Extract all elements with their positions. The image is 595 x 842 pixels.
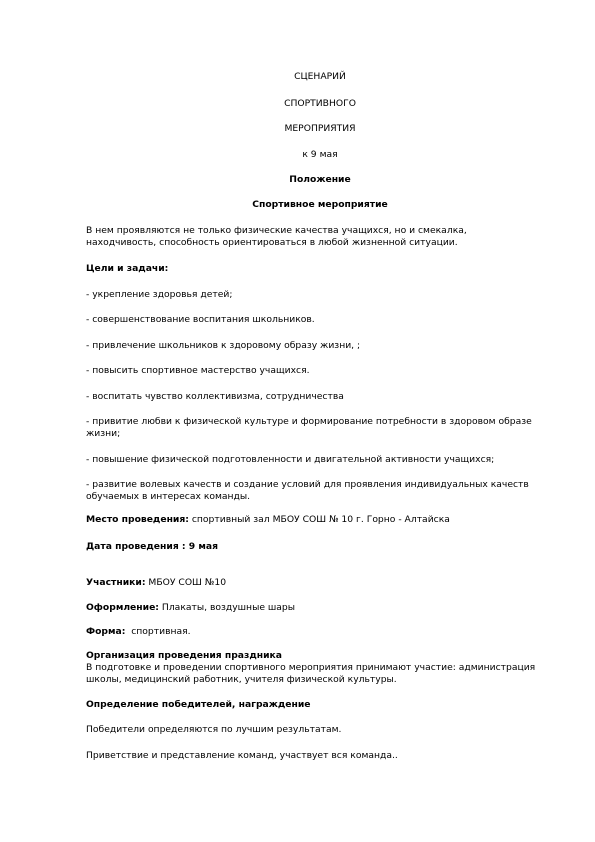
goals-heading-text: Цели и задачи: xyxy=(86,263,169,274)
heading-polozhenie-text: Положение xyxy=(289,174,351,185)
venue-value: спортивный зал МБОУ СОШ № 10 г. Горно - Алтайска xyxy=(188,514,450,525)
venue-line xyxy=(86,514,450,525)
heading-polozhenie xyxy=(0,174,595,185)
title-line-3: МЕРОПРИЯТИЯ xyxy=(284,123,356,134)
title-line-4: к 9 мая xyxy=(302,149,338,160)
intro-paragraph: В нем проявляются не только физические качества учащихся, но и смекалка, находчивость, способность ориентироваться в любой жизненной ситуации. xyxy=(86,225,467,248)
decoration-value: Плакаты, воздушные шары xyxy=(158,602,296,613)
goal-item: - развитие волевых качеств и создание условий для проявления индивидуальных качеств обучаемых в интересах команды. xyxy=(86,479,529,502)
title-line-1: СЦЕНАРИЙ xyxy=(294,71,346,82)
organization-heading xyxy=(86,650,282,661)
goal-item: - укрепление здоровья детей; xyxy=(86,289,233,300)
date-label: Дата проведения : 9 мая xyxy=(86,541,218,552)
heading-sport-event xyxy=(0,199,595,210)
greeting-text: Приветствие и представление команд, участвует вся команда.. xyxy=(86,750,398,761)
form-label: Форма: xyxy=(86,626,126,637)
goals-heading xyxy=(86,263,168,274)
winners-heading xyxy=(86,699,311,710)
goal-item: - воспитать чувство коллективизма, сотрудничества xyxy=(86,391,344,402)
venue-label: Место проведения: xyxy=(86,514,189,525)
heading-sport-event-text: Спортивное мероприятие xyxy=(252,199,388,210)
goal-item: - повысить спортивное мастерство учащихся. xyxy=(86,365,310,376)
participants-line xyxy=(86,577,226,588)
form-line xyxy=(86,626,191,637)
goal-item: - привитие любви к физической культуре и формирование потребности в здоровом образе жизни; xyxy=(86,416,532,439)
goal-item: - повышение физической подготовленности и двигательной активности учащихся; xyxy=(86,454,495,465)
decoration-label: Оформление: xyxy=(86,602,159,613)
participants-label: Участники: xyxy=(86,577,146,588)
date-line xyxy=(86,541,218,552)
title-line-2: СПОРТИВНОГО xyxy=(284,98,356,109)
organization-text: В подготовке и проведении спортивного мероприятия принимают участие: администрация школы, медицинский работник, учителя физической культуры. xyxy=(86,662,536,685)
goal-item: - совершенствование воспитания школьников. xyxy=(86,314,315,325)
winners-text: Победители определяются по лучшим результатам. xyxy=(86,724,342,735)
form-value: спортивная. xyxy=(125,626,191,637)
organization-heading-text: Организация проведения праздника xyxy=(86,650,282,661)
winners-heading-text: Определение победителей, награждение xyxy=(86,699,311,710)
goal-item: - привлечение школьников к здоровому образу жизни, ; xyxy=(86,340,361,351)
decoration-line xyxy=(86,602,295,613)
participants-value: МБОУ СОШ №10 xyxy=(145,577,227,588)
